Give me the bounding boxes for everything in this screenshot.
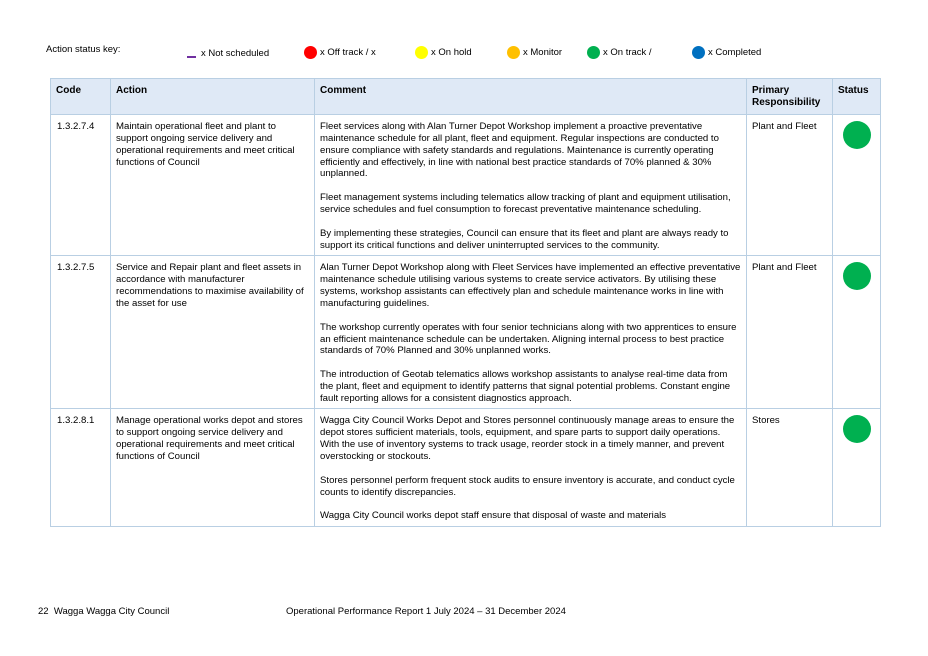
key-label: x Completed [708, 47, 762, 58]
cell-action: Manage operational works depot and stores to support ongoing service delivery and operational requirements and meet critical functions of Council [111, 409, 315, 527]
header-comment: Comment [315, 79, 747, 115]
cell-comment [315, 409, 747, 527]
key-off-track [304, 46, 376, 59]
on-track-dot-icon [587, 46, 600, 59]
key-completed [692, 46, 761, 59]
table-row [51, 114, 881, 255]
key-monitor [507, 46, 562, 59]
cell-code: 1.3.2.7.5 [51, 255, 111, 408]
table-row [51, 409, 881, 527]
status-on-track-icon [843, 415, 871, 443]
comment-paragraph: Stores personnel perform frequent stock audits to ensure inventory is accurate, and conduct cycle counts to identify discrepancies. [320, 474, 735, 498]
comment-paragraph: Fleet management systems including telematics allow tracking of plant and equipment utilisation, service schedules and fuel consumption to forecast preventative maintenance scheduling. [320, 192, 731, 216]
comment-paragraph: Wagga City Council Works Depot and Stores personnel continuously manage areas to ensure the depot stores sufficient materials, tools, equipment, and spare parts to support daily operations. With the use of inventory systems to track usage, reorder stock in a timely manner, and prevent overstocking or stockouts. [320, 415, 735, 462]
cell-action: Maintain operational fleet and plant to support ongoing service delivery and operational requirements and meet critical functions of Council [111, 114, 315, 255]
status-on-track-icon [843, 262, 871, 290]
not-scheduled-dash-icon [187, 56, 196, 58]
comment-paragraph: Fleet services along with Alan Turner Depot Workshop implement a proactive preventative maintenance schedule for all plant, fleet and equipment. Regular inspections are conducted to ensure compliance with safety standards and regulations. Maintenance is currently operating efficiently and effectively, in line with national best practice standards of 70% planned & 30% unplanned. [320, 120, 719, 180]
key-label: x Not scheduled [201, 48, 270, 59]
cell-code: 1.3.2.8.1 [51, 409, 111, 527]
header-responsibility [747, 79, 833, 115]
cell-responsibility: Stores [747, 409, 833, 527]
cell-action: Service and Repair plant and fleet assets in accordance with manufacturer recommendations to maximise availability of the asset for use [111, 255, 315, 408]
footer-org: Wagga Wagga City Council [53, 606, 170, 617]
key-label: x On track / [603, 47, 652, 58]
key-label: x Off track / x [320, 47, 376, 58]
cell-status [833, 409, 881, 527]
status-on-track-icon [843, 121, 871, 149]
key-not-scheduled [187, 46, 269, 57]
comment-paragraph: The introduction of Geotab telematics allows workshop assistants to analyse real-time data from the plant, fleet and equipment to identify patterns that signal potential problems. Constant engine fault reporting allows for a consistent diagnostics approach. [320, 369, 731, 405]
key-label: x Monitor [523, 47, 563, 58]
cell-comment [315, 114, 747, 255]
table-header-row [51, 79, 881, 115]
page-number: 22 [38, 606, 49, 617]
header-responsibility-line1: Primary [752, 85, 790, 96]
cell-responsibility: Plant and Fleet [747, 114, 833, 255]
header-action: Action [111, 79, 315, 115]
header-status: Status [833, 79, 881, 115]
comment-paragraph: By implementing these strategies, Council can ensure that its fleet and plant are always ready to support its critical functions and deliver uninterrupted services to the community. [320, 228, 729, 252]
table-row [51, 255, 881, 408]
cell-responsibility: Plant and Fleet [747, 255, 833, 408]
monitor-dot-icon [507, 46, 520, 59]
key-on-track [587, 46, 652, 59]
key-on-hold [415, 46, 472, 59]
status-key-label: Action status key: [46, 44, 121, 55]
cell-status [833, 255, 881, 408]
footer-left [38, 606, 169, 617]
cell-comment [315, 255, 747, 408]
comment-paragraph: Wagga City Council works depot staff ensure that disposal of waste and materials [320, 510, 667, 522]
cell-status [833, 114, 881, 255]
comment-paragraph: The workshop currently operates with four senior technicians along with two apprentices to ensure an efficient maintenance schedule can be undertaken. Aligning internal process to best practice standards of 70% Planned and 30% unplanned works. [320, 321, 737, 357]
key-label: x On hold [431, 47, 472, 58]
footer-report-title: Operational Performance Report 1 July 2024 – 31 December 2024 [286, 606, 566, 617]
header-code: Code [51, 79, 111, 115]
completed-dot-icon [692, 46, 705, 59]
on-hold-dot-icon [415, 46, 428, 59]
comment-paragraph: Alan Turner Depot Workshop along with Fleet Services have implemented an effective preventative maintenance schedule utilising various systems to create service activators. By utilising these systems, workshop assistants can effectively plan and schedule maintenance works in line with manufacturing guidelines. [320, 261, 741, 309]
off-track-dot-icon [304, 46, 317, 59]
actions-table [50, 78, 881, 527]
header-responsibility-line2: Responsibility [752, 96, 821, 108]
cell-code: 1.3.2.7.4 [51, 114, 111, 255]
